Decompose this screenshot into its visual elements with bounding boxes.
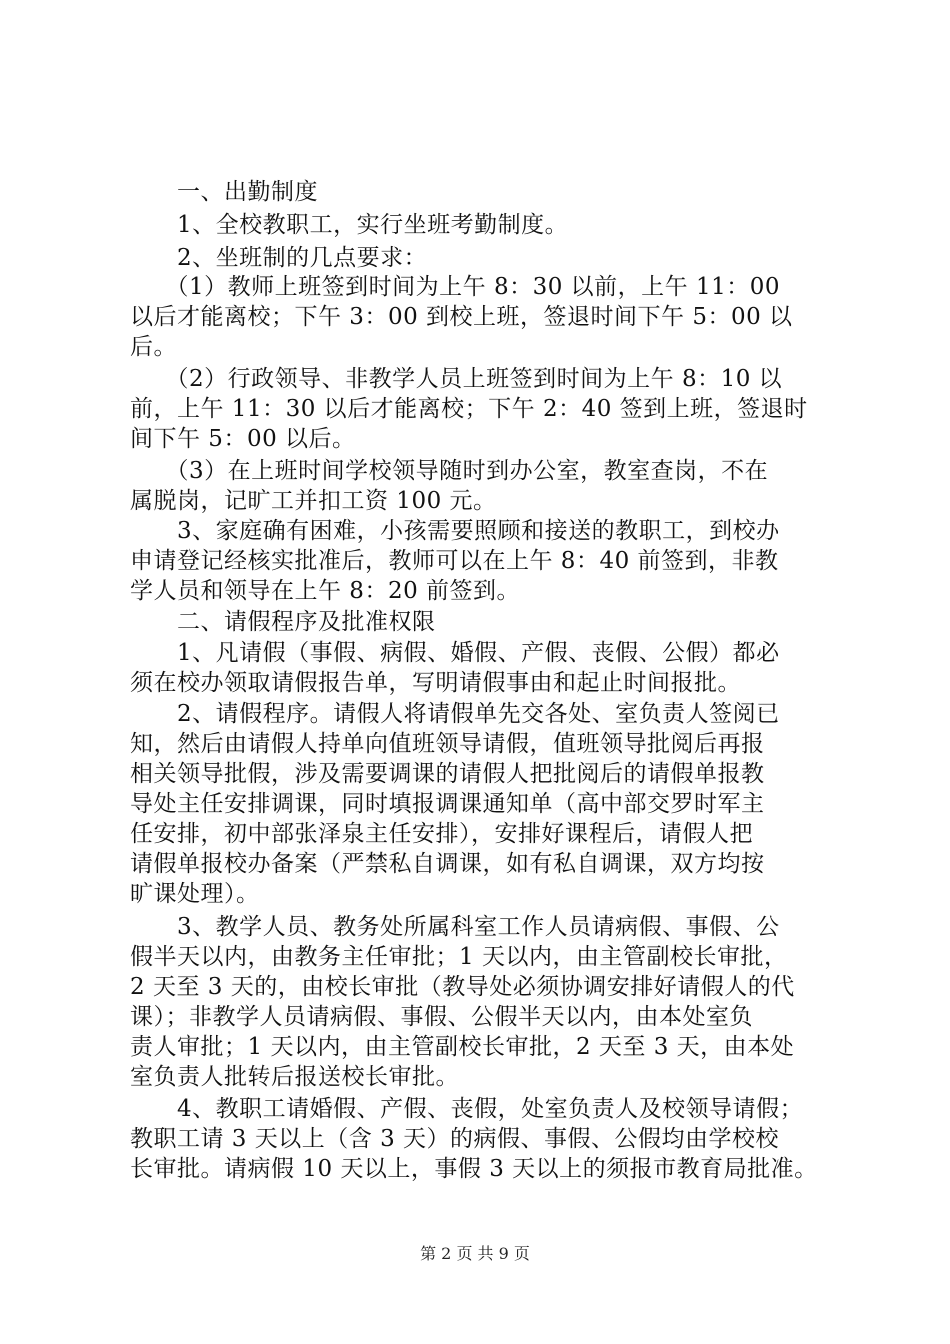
paragraph-line: 导处主任安排调课，同时填报调课通知单（高中部交罗时军主 [130, 791, 765, 817]
paragraph-line: 须在校办领取请假报告单，写明请假事由和起止时间报批。 [130, 670, 741, 696]
paragraph-line: 申请登记经核实批准后，教师可以在上午 8：40 前签到，非教 [130, 548, 779, 574]
paragraph-line: 以后才能离校；下午 3：00 到校上班，签退时间下午 5：00 以 [130, 304, 793, 330]
paragraph-line: 教职工请 3 天以上（含 3 天）的病假、事假、公假均由学校校 [130, 1126, 780, 1152]
paragraph-line: 知，然后由请假人持单向值班领导请假，值班领导批阅后再报 [130, 731, 765, 757]
section-heading-attendance: 一、出勤制度 [130, 179, 318, 205]
paragraph-line: 课）；非教学人员请病假、事假、公假半天以内，由本处室负 [130, 1004, 753, 1030]
paragraph-line: 2、请假程序。请假人将请假单先交各处、室负责人签阅已 [130, 701, 780, 727]
paragraph-line: 相关领导批假，涉及需要调课的请假人把批阅后的请假单报教 [130, 761, 765, 787]
paragraph-line: 2 天至 3 天的，由校长审批（教导处必须协调安排好请假人的代 [130, 974, 795, 1000]
paragraph-line: （1）教师上班签到时间为上午 8：30 以前，上午 11：00 [130, 274, 780, 300]
paragraph-line: 旷课处理）。 [130, 881, 260, 907]
paragraph-line: 1、凡请假（事假、病假、婚假、产假、丧假、公假）都必 [130, 640, 780, 666]
paragraph-line: （2）行政领导、非教学人员上班签到时间为上午 8：10 以 [130, 366, 783, 392]
paragraph-line: 学人员和领导在上午 8：20 前签到。 [130, 578, 521, 604]
paragraph-line: （3）在上班时间学校领导随时到办公室，教室查岗，不在 [130, 458, 769, 484]
paragraph-line: 属脱岗，记旷工并扣工资 100 元。 [130, 488, 497, 514]
paragraph-line: 1、全校教职工，实行坐班考勤制度。 [130, 212, 569, 238]
paragraph-line: 后。 [130, 334, 177, 360]
paragraph-line: 4、教职工请婚假、产假、丧假，处室负责人及校领导请假； [130, 1096, 804, 1122]
paragraph-line: 3、教学人员、教务处所属科室工作人员请病假、事假、公 [130, 914, 780, 940]
paragraph-line: 责人审批；1 天以内，由主管副校长审批，2 天至 3 天，由本处 [130, 1034, 795, 1060]
paragraph-line: 3、家庭确有困难，小孩需要照顾和接送的教职工，到校办 [130, 518, 780, 544]
paragraph-line: 请假单报校办备案（严禁私自调课，如有私自调课，双方均按 [130, 851, 765, 877]
paragraph-line: 间下午 5：00 以后。 [130, 426, 356, 452]
paragraph-line: 前，上午 11：30 以后才能离校；下午 2：40 签到上班，签退时 [130, 396, 808, 422]
page-number-footer: 第 2 页 共 9 页 [420, 1244, 530, 1263]
paragraph-line: 2、坐班制的几点要求： [130, 245, 428, 271]
paragraph-line: 假半天以内，由教务主任审批；1 天以内，由主管副校长审批， [130, 944, 788, 970]
paragraph-line: 任安排，初中部张泽泉主任安排），安排好课程后，请假人把 [130, 821, 753, 847]
paragraph-line: 室负责人批转后报送校长审批。 [130, 1064, 459, 1090]
paragraph-line: 长审批。请病假 10 天以上，事假 3 天以上的须报市教育局批准。 [130, 1156, 818, 1182]
section-heading-leave: 二、请假程序及批准权限 [130, 609, 436, 635]
